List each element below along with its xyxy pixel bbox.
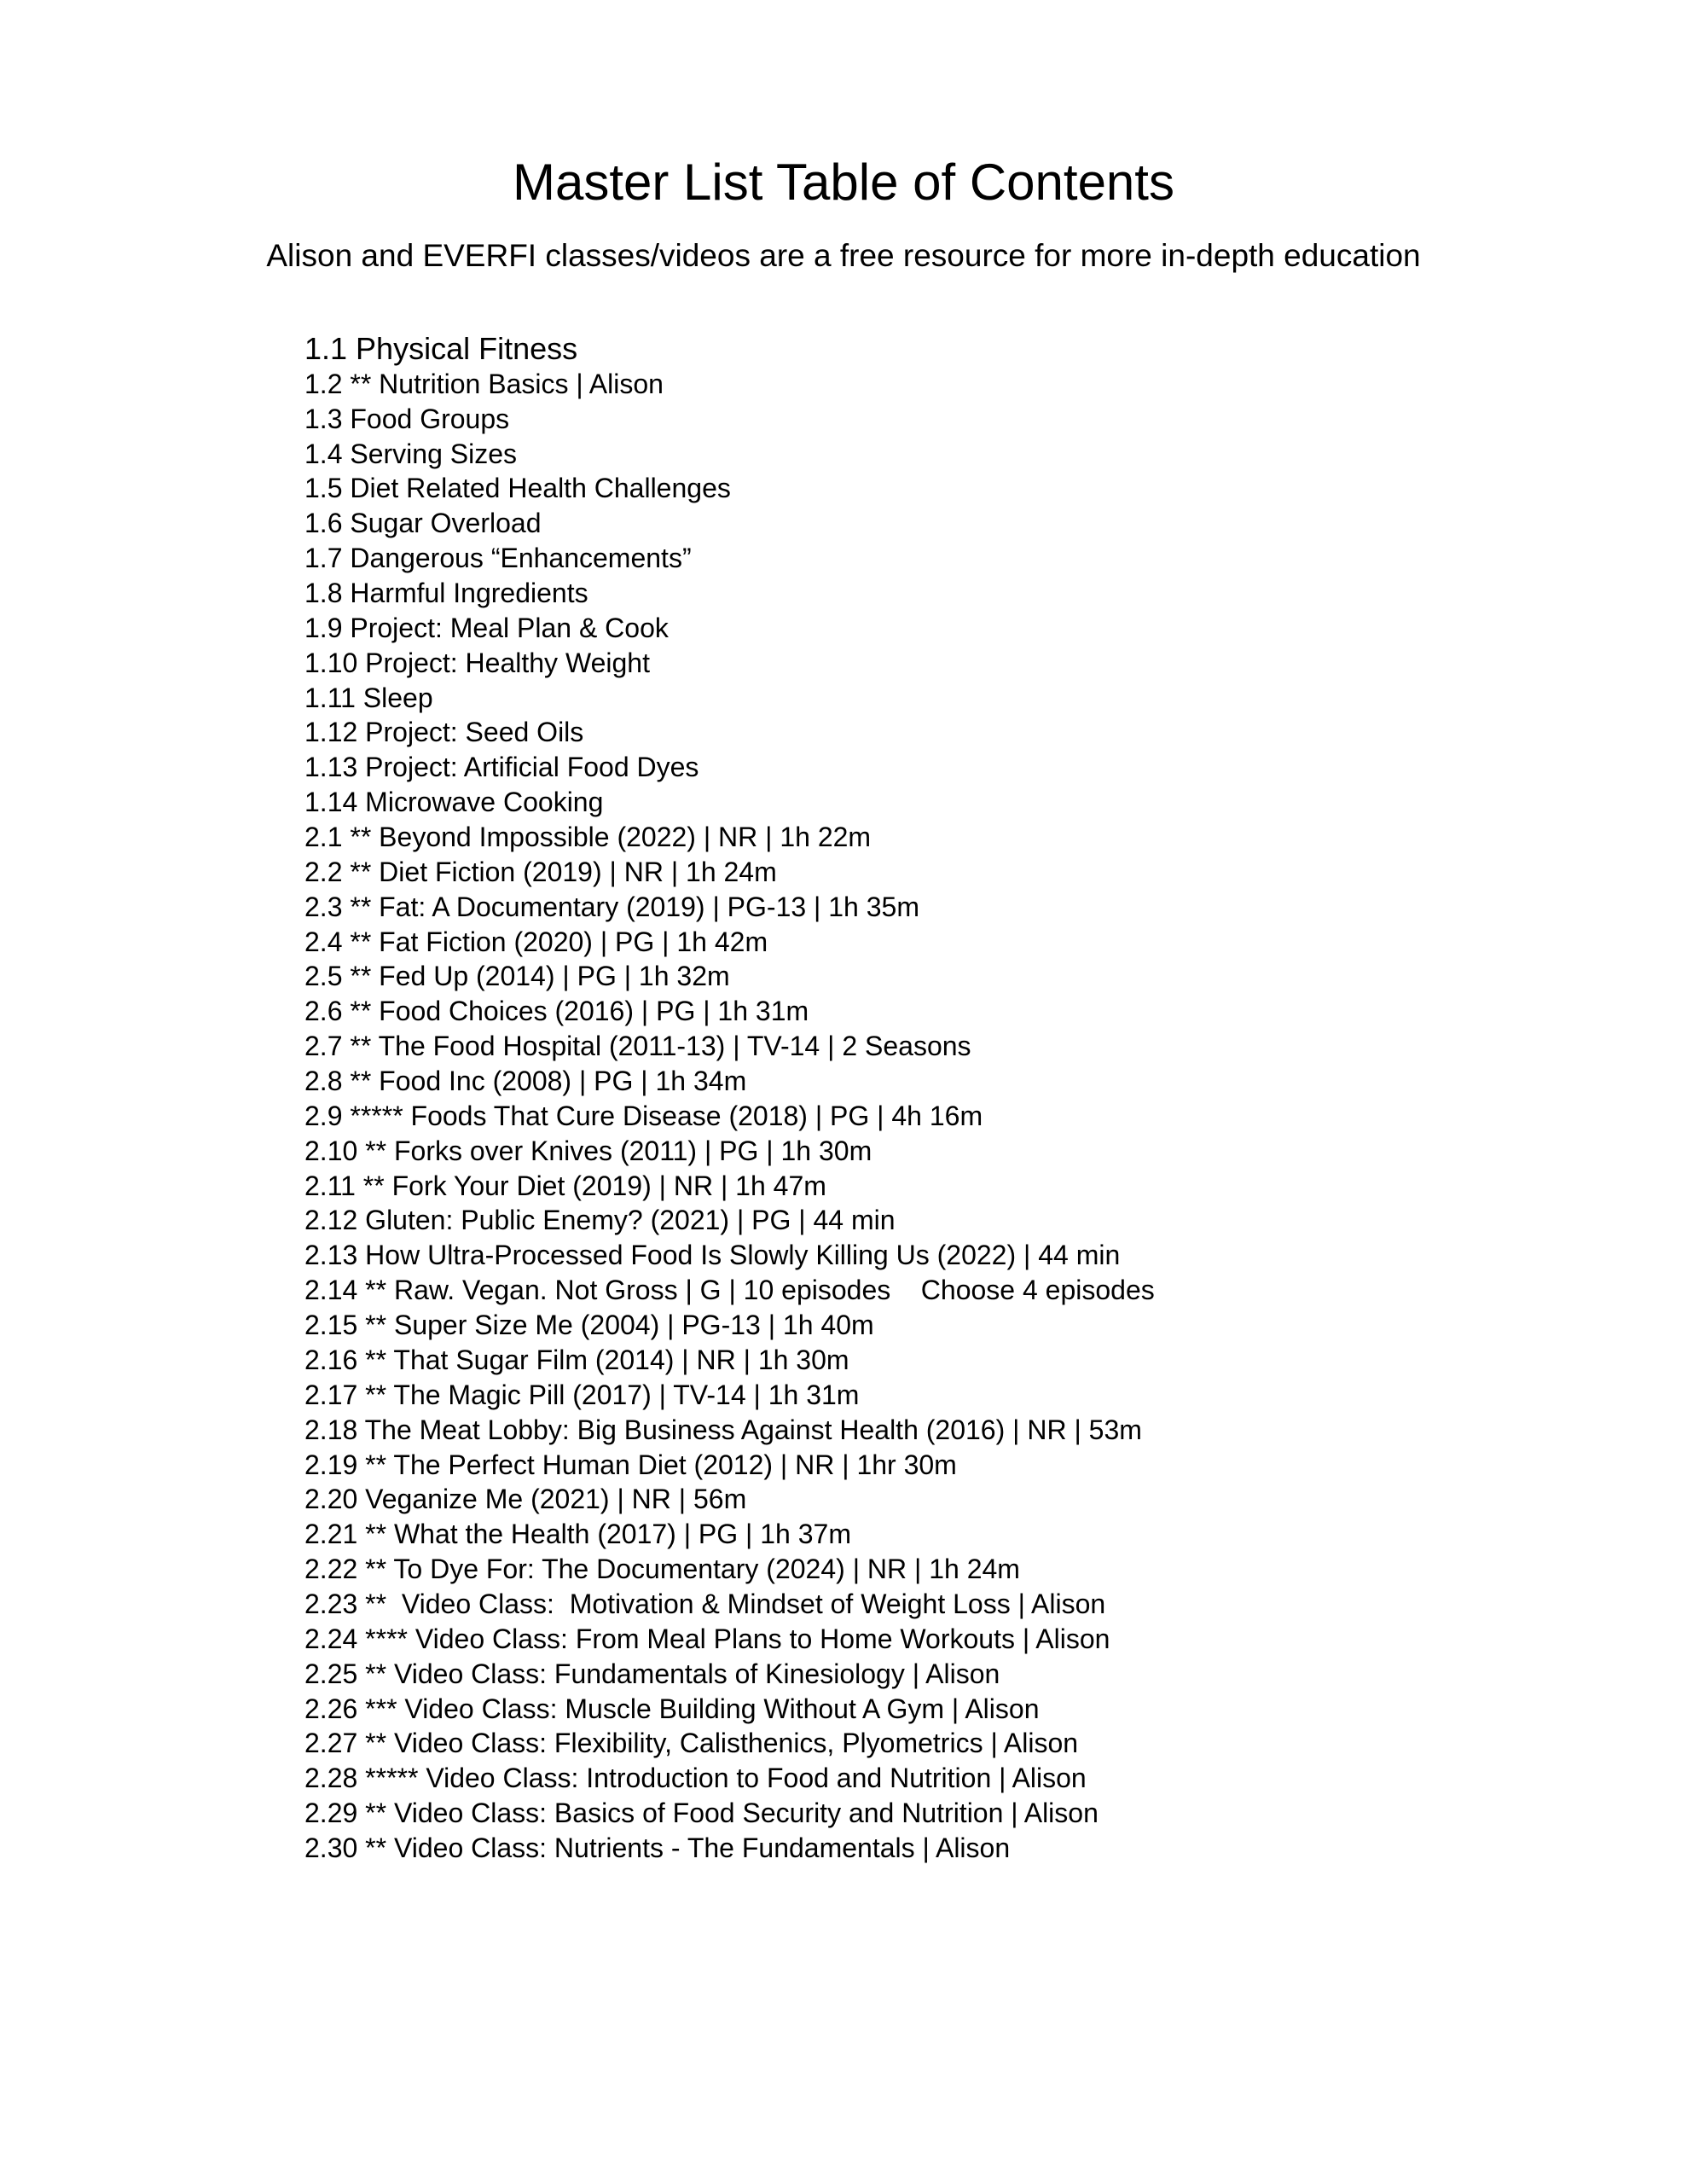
toc-item: 2.4 ** Fat Fiction (2020) | PG | 1h 42m <box>304 926 768 957</box>
toc-item: 2.24 **** Video Class: From Meal Plans to Home Workouts | Alison <box>304 1623 1110 1654</box>
toc-item: 2.29 ** Video Class: Basics of Food Security and Nutrition | Alison <box>304 1798 1099 1829</box>
toc-item: 2.30 ** Video Class: Nutrients - The Fundamentals | Alison <box>304 1832 1011 1863</box>
toc-item: 1.5 Diet Related Health Challenges <box>304 473 731 504</box>
toc-list <box>304 332 1584 1866</box>
toc-item: 2.21 ** What the Health (2017) | PG | 1h 37m <box>304 1519 851 1550</box>
toc-item: 1.8 Harmful Ingredients <box>304 578 588 609</box>
toc-item: 1.2 ** Nutrition Basics | Alison <box>304 368 664 399</box>
toc-item: 2.19 ** The Perfect Human Diet (2012) | NR | 1hr 30m <box>304 1449 957 1480</box>
toc-item: 2.12 Gluten: Public Enemy? (2021) | PG | 44 min <box>304 1205 896 1236</box>
toc-item: 1.4 Serving Sizes <box>304 438 518 469</box>
toc-item: 2.10 ** Forks over Knives (2011) | PG | 1h 30m <box>304 1135 872 1166</box>
toc-item: 2.25 ** Video Class: Fundamentals of Kinesiology | Alison <box>304 1658 1000 1689</box>
toc-item: 1.3 Food Groups <box>304 403 510 434</box>
toc-item: 1.7 Dangerous “Enhancements” <box>304 543 692 574</box>
toc-item: 2.18 The Meat Lobby: Big Business Against Health (2016) | NR | 53m <box>304 1414 1142 1445</box>
toc-item: 2.2 ** Diet Fiction (2019) | NR | 1h 24m <box>304 856 777 887</box>
toc-item: 2.26 *** Video Class: Muscle Building Without A Gym | Alison <box>304 1693 1040 1724</box>
toc-item: 2.11 ** Fork Your Diet (2019) | NR | 1h 47m <box>304 1170 826 1201</box>
toc-item: 1.13 Project: Artificial Food Dyes <box>304 752 699 783</box>
toc-item: 2.3 ** Fat: A Documentary (2019) | PG-13 | 1h 35m <box>304 891 919 922</box>
toc-item: 2.27 ** Video Class: Flexibility, Calisthenics, Plyometrics | Alison <box>304 1728 1079 1759</box>
toc-item: 2.22 ** To Dye For: The Documentary (2024) | NR | 1h 24m <box>304 1554 1020 1585</box>
toc-item: 2.7 ** The Food Hospital (2011-13) | TV-14 | 2 Seasons <box>304 1031 971 1062</box>
toc-item: 1.9 Project: Meal Plan & Cook <box>304 612 669 643</box>
toc-item: 2.17 ** The Magic Pill (2017) | TV-14 | 1h 31m <box>304 1379 860 1410</box>
toc-item: 1.1 Physical Fitness <box>304 331 578 366</box>
toc-item: 2.20 Veganize Me (2021) | NR | 56m <box>304 1484 747 1515</box>
toc-item: 1.10 Project: Healthy Weight <box>304 647 650 678</box>
toc-item: 2.14 ** Raw. Vegan. Not Gross | G | 10 episodes Choose 4 episodes <box>304 1275 1155 1306</box>
toc-item: 2.1 ** Beyond Impossible (2022) | NR | 1h 22m <box>304 822 872 853</box>
toc-item: 1.14 Microwave Cooking <box>304 787 604 818</box>
toc-item: 1.11 Sleep <box>304 682 433 713</box>
toc-item: 2.13 How Ultra-Processed Food Is Slowly Killing Us (2022) | 44 min <box>304 1240 1121 1271</box>
toc-item: 2.16 ** That Sugar Film (2014) | NR | 1h 30m <box>304 1344 849 1375</box>
toc-item: 2.15 ** Super Size Me (2004) | PG-13 | 1h 40m <box>304 1310 874 1341</box>
toc-item: 1.12 Project: Seed Oils <box>304 717 584 748</box>
toc-item: 2.28 ***** Video Class: Introduction to Food and Nutrition | Alison <box>304 1763 1087 1794</box>
toc-item: 2.23 ** Video Class: Motivation & Mindset of Weight Loss | Alison <box>304 1588 1106 1619</box>
page-subtitle: Alison and EVERFI classes/videos are a free resource for more in-depth education <box>266 238 1421 273</box>
page-title: Master List Table of Contents <box>513 154 1174 211</box>
toc-item: 2.8 ** Food Inc (2008) | PG | 1h 34m <box>304 1066 747 1097</box>
toc-item: 2.9 ***** Foods That Cure Disease (2018) | PG | 4h 16m <box>304 1100 983 1131</box>
toc-item: 1.6 Sugar Overload <box>304 508 542 539</box>
toc-item: 2.5 ** Fed Up (2014) | PG | 1h 32m <box>304 961 730 992</box>
toc-item: 2.6 ** Food Choices (2016) | PG | 1h 31m <box>304 996 809 1027</box>
